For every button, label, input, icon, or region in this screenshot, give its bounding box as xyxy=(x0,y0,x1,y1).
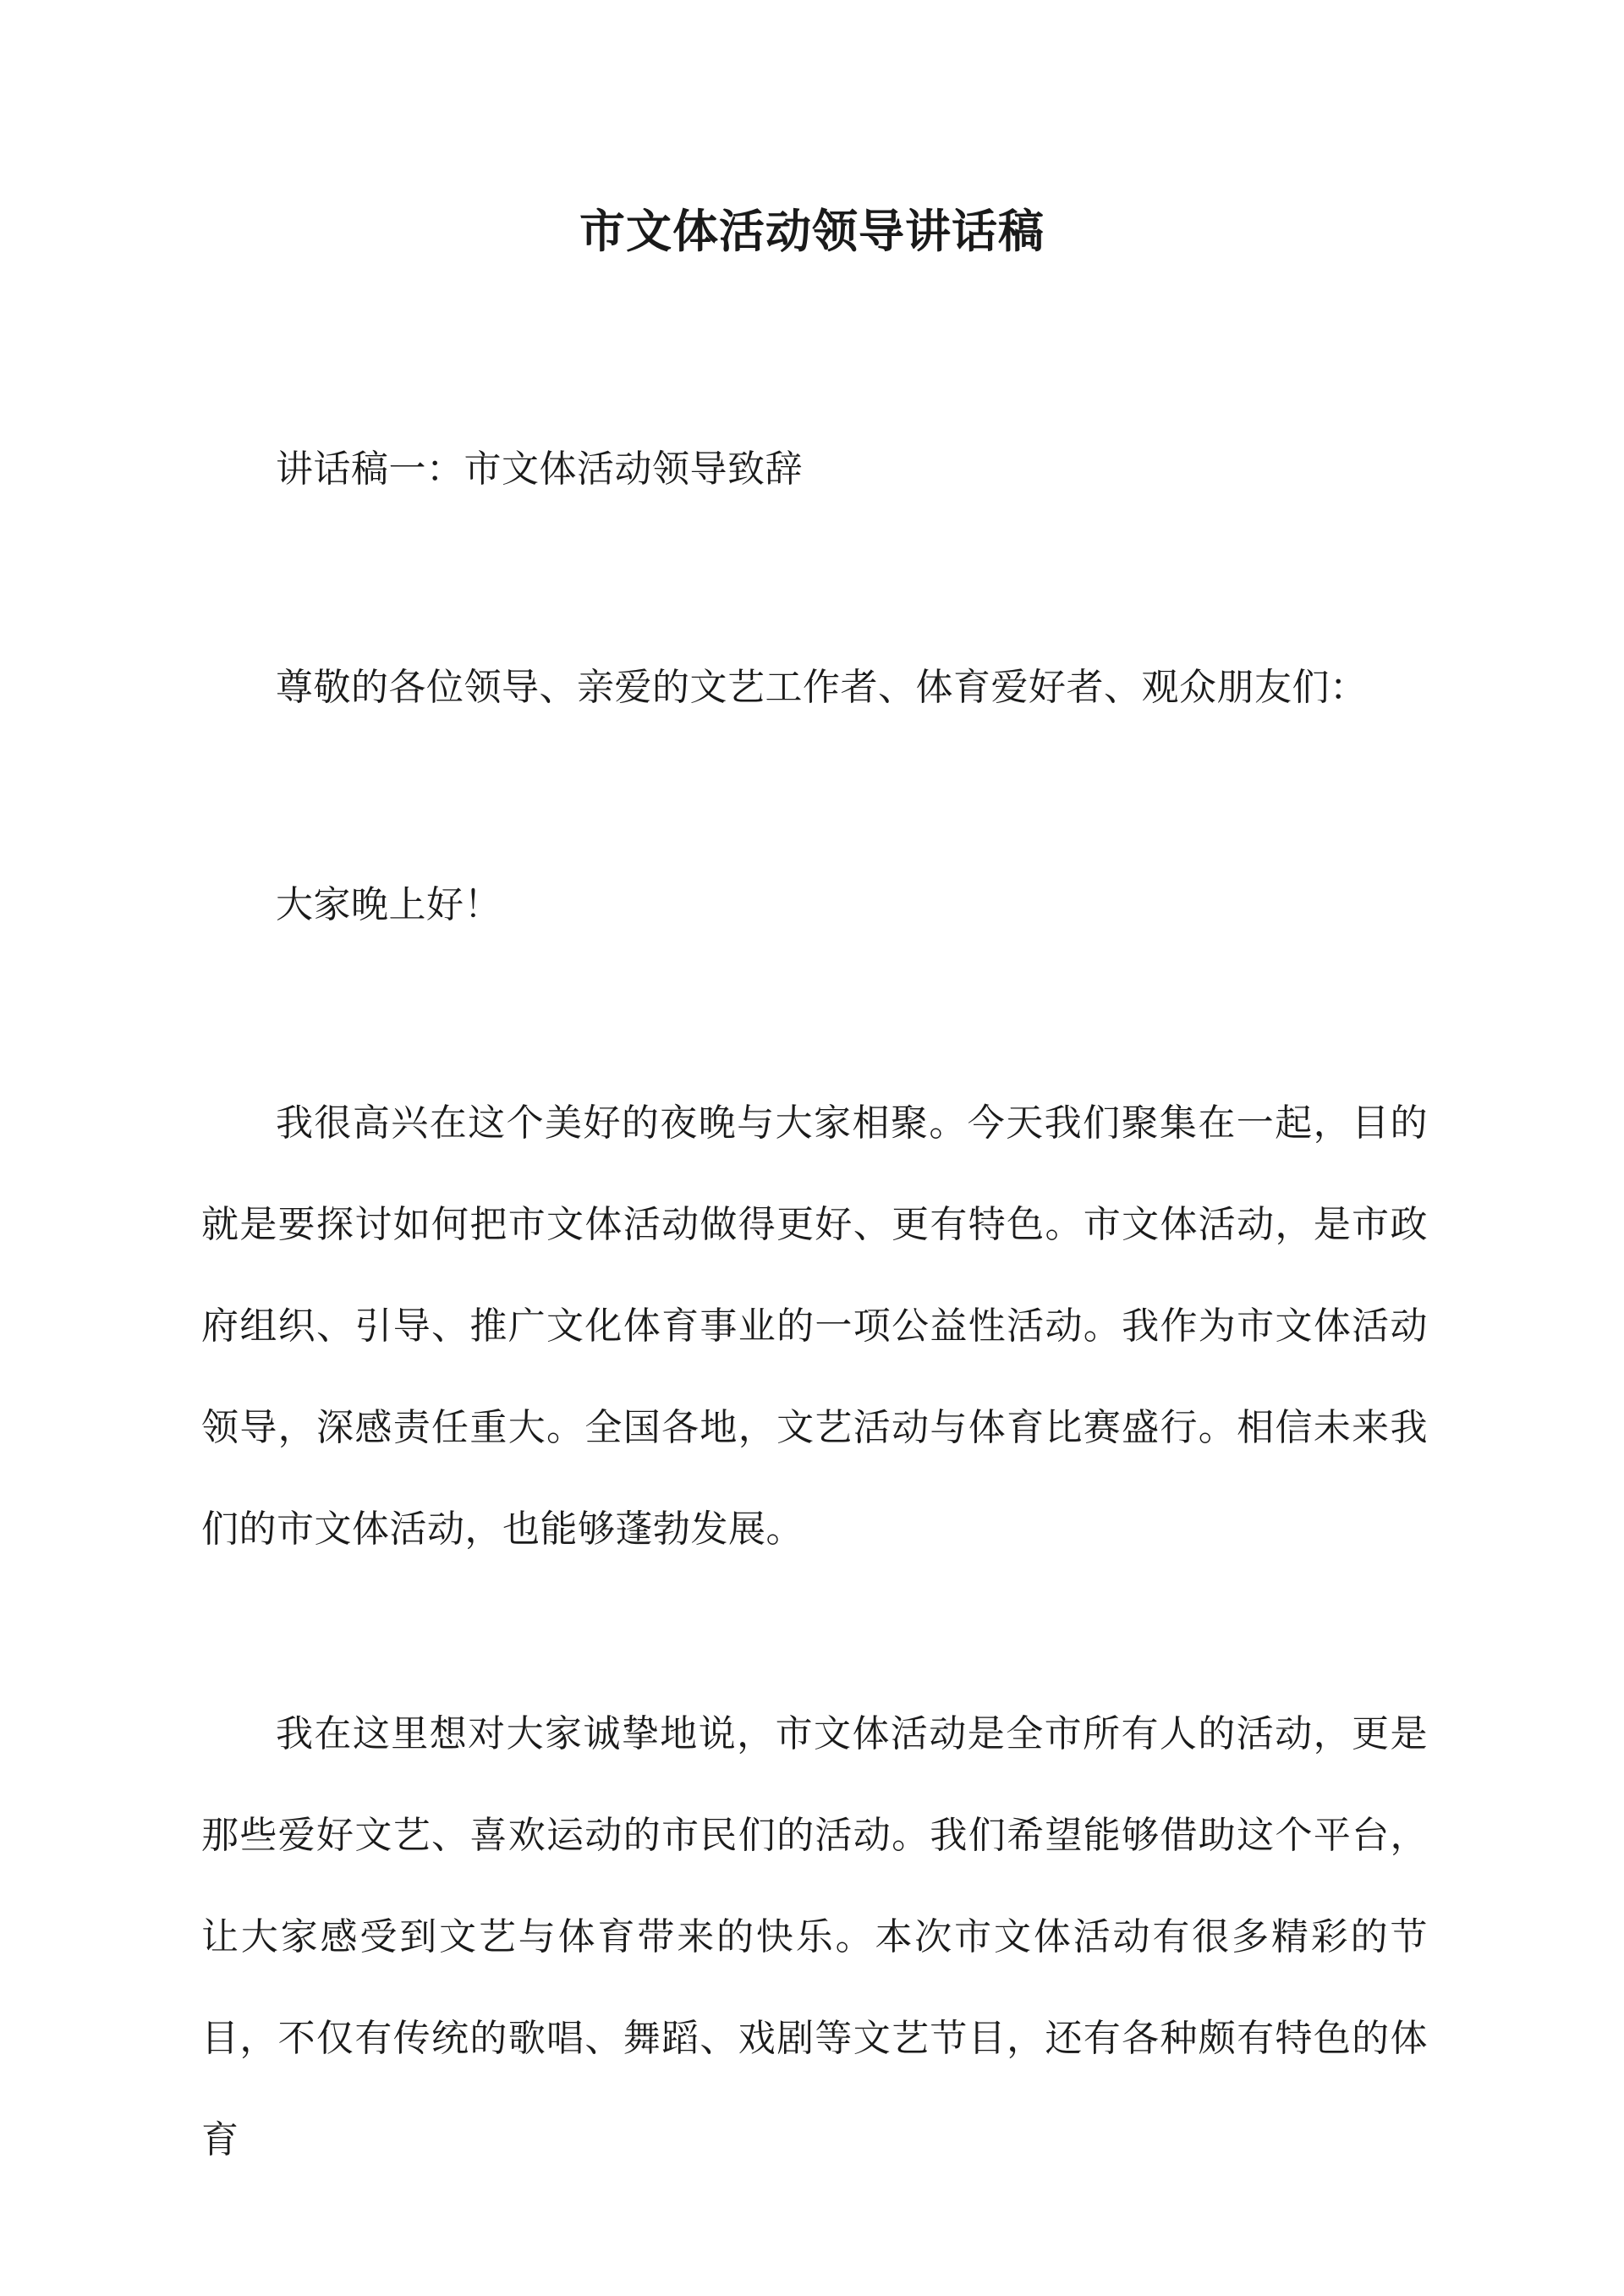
body-paragraph-1: 我很高兴在这个美好的夜晚与大家相聚。今天我们聚集在一起，目的就是要探讨如何把市文体活动做得更好、更有特色。市文体活动，是市政府组织、引导、推广文化体育事业的一项公益性活动。我作为市文体活动领导，深感责任重大。全国各地，文艺活动与体育比赛盛行。相信未来我们的市文体活动，也能够蓬勃发展。 xyxy=(201,1101,1428,1551)
body-paragraph-2: 我在这里想对大家诚挚地说，市文体活动是全市所有人的活动，更是那些爱好文艺、喜欢运动的市民们的活动。我们希望能够借助这个平台，让大家感受到文艺与体育带来的快乐。本次市文体活动有很多精彩的节目，不仅有传统的歌唱、舞蹈、戏剧等文艺节目，还有各种颇有特色的体育 xyxy=(201,1712,1428,2161)
document-title: 市文体活动领导讲话稿 xyxy=(579,204,1045,258)
greeting-paragraph: 大家晚上好！ xyxy=(276,883,502,926)
salutation-paragraph: 尊敬的各位领导、亲爱的文艺工作者、体育爱好者、观众朋友们： xyxy=(276,666,1368,709)
speech-subtitle: 讲话稿一：市文体活动领导致辞 xyxy=(276,448,803,491)
